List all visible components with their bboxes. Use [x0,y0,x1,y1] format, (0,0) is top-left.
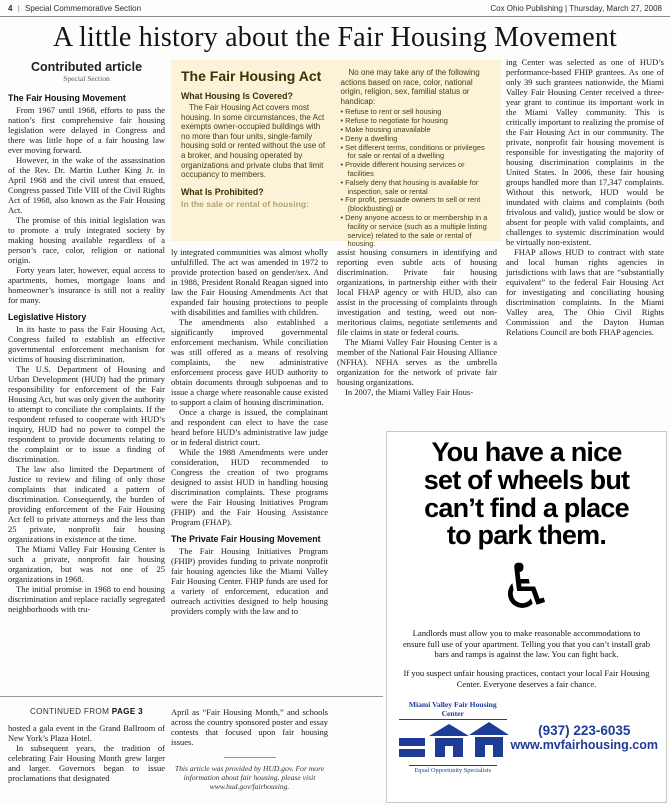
continued-from-label: CONTINUED FROM PAGE 3 [29,707,144,716]
fact-box-heading: What Is Prohibited? [181,186,264,197]
paragraph: The Miami Valley Fair Housing Center is a member of the National Fair Housing Alliance (NFHA). NFHA serves as the umbrella organization for the network of private fair housing organizations. [337,337,497,387]
article-column-4 [506,57,664,337]
page-title: A little history about the Fair Housing Movement [52,22,618,53]
article-column-1 [8,62,165,614]
bullet-item: • For profit, persuade owners to sell or rent (blockbusting) or [341,196,491,214]
ad-footer [395,700,658,774]
article-footnote: This article was provided by HUD.gov. For more information about fair housing, please visit www.hud.gov/fairhousing. [174,764,325,792]
fact-box-right-column [341,68,491,249]
paragraph: However, in the wake of the assassination of the Rev. Dr. Martin Luther King Jr. in April 1968 and the civil unrest that ensued, Congress passed Title VIII of the Civil Rights Act of 1968, also known as the Fair Housing Act. [8,155,165,215]
paragraph: In subsequent years, the tradition of celebrating Fair Housing Month grew larger and larger. Governors began to issue proclamations that designated [8,743,165,783]
logo-subtitle: Equal Opportunity Specialists [409,765,497,774]
continued-page-ref: PAGE 3 [111,707,144,716]
bullet-item: • Deny a dwelling [341,135,491,144]
paragraph: The initial promise in 1968 to end housing discrimination and replace racially segregated neighborhoods with tru- [8,584,165,614]
paragraph: The Fair Housing Initiatives Program (FHIP) provides funding to private nonprofit fair housing agencies like the Miami Valley Fair Housing Center. FHIP funds are used for a variety of enforcement, education and outreach activities designed to help housing providers comply with the law and to [171,546,328,616]
fact-box [171,60,501,249]
paragraph: The Miami Valley Fair Housing Center is such a private, nonprofit fair housing organization, but was not one of 25 organizations in 1968. [8,544,165,584]
bullet-item: • Set different terms, conditions or privileges for sale or rental of a dwelling [341,144,491,162]
article-column-3 [337,247,497,397]
ad-headline: You have a nice set of wheels but can’t find a place to park them. [423,437,630,551]
continued-column-2 [171,707,328,792]
footnote-divider [224,757,276,758]
houses-logo-icon [397,720,509,760]
paragraph: While the 1988 Amendments were under consideration, HUD recommended to Congress the creation of two programs designed to assist HUD in handling housing discrimination complaints. These programs were the Fair Housing Initiatives Program (FHIP) and the Fair Housing Assistance Program (FHAP). [171,447,328,527]
paragraph: In 2007, the Miami Valley Fair Hous- [345,387,474,397]
mvfhc-logo [395,700,511,774]
paragraph: assist housing consumers in identifying and reporting even subtle acts of housing discrimination. Private fair housing organizations, in partnership either with their local FHAP agency or with HUD, also can assist in the processing of complaints through investigation and testing, weed out non-meritorious claims, negotiate settlements and file claims in state or federal courts. [337,247,497,337]
wheelchair-icon: ♿ [498,550,555,624]
fact-box-intro: No one may take any of the following actions based on race, color, national origin, religion, sex, familial status or handicap: [340,68,480,106]
website-url: www.mvfairhousing.com [510,737,658,752]
logo-title: Miami Valley Fair Housing Center [399,700,507,720]
byline: Contributed article [30,60,143,74]
fact-box-bullet-list [341,108,491,249]
paragraph: April as “Fair Housing Month,” and schools across the country sponsored poster and essay contests that focused upon fair housing issues. [171,707,328,747]
paragraph: In its haste to pass the Fair Housing Act, Congress failed to establish an effective governmental enforcement mechanism for victims of housing discrimination. [8,324,165,364]
masthead-right: Cox Ohio Publishing | Thursday, March 27, 2008 [490,4,662,13]
bullet-item: • Make housing unavailable [341,126,491,135]
ad-body-text: If you suspect unfair housing practices, contact your local Fair Housing Center. Everyone deserves a fair chance. [403,668,650,689]
fact-box-text: The Fair Housing Act covers most housing. In some circumstances, the Act exempts owner-occupied buildings with no more than four units, single-family housing sold or rented without the use of a broker, and housing operated by organizations and private clubs that limit occupancy to members. [181,103,326,180]
paragraph: hosted a gala event in the Grand Ballroom of New York’s Plaza Hotel. [8,723,165,743]
ad-contact [511,723,658,752]
paragraph: The promise of this initial legislation was to promote a truly integrated society by making housing available regardless of a person’s race, color, religion or national origin. [8,215,165,265]
continued-column-1 [8,723,165,783]
paragraph: Once a charge is issued, the complainant and respondent can elect to have the case heard before HUD’s administrative law judge or in federal district court. [171,407,328,447]
fact-box-heading: What Housing Is Covered? [181,91,293,101]
page-number: 4 [8,4,13,13]
masthead-left [8,4,141,16]
bullet-item: • Refuse to rent or sell housing [341,108,491,117]
paragraph: The law also limited the Department of Justice to review and filing of only those complaints that indicated a pattern of discrimination. Consequently, the burden of providing enforcement of the Fair Housing Act fell to private attorneys and the less than 25 private, nonprofit fair housing organizations in existence at the time. [8,464,165,544]
masthead-separator: | [17,4,20,13]
bullet-item: • Provide different housing services or facilities [341,161,491,179]
phone-number: (937) 223-6035 [538,722,631,738]
section-heading: Legislative History [8,312,87,322]
section-heading: The Private Fair Housing Movement [171,534,321,544]
bullet-item: • Deny anyone access to or membership in a facility or service (such as a multiple listing service) related to the sale or rental of housing. [341,214,491,249]
ad-body-text: Landlords must allow you to make reasonable accommodations to ensure full use of your apartment. Telling you that you can’t install grab bars and ramps is against the law. You can fight back. [402,628,651,659]
fair-housing-advertisement [386,431,667,803]
paragraph: ly integrated communities was almost wholly unfulfilled. The act was amended in 1972 to provide protection based on gender/sex. And in 1988, President Ronald Reagan signed into law the Fair Housing Amendments Act that expanded fair housing protections to people with disabilities and families with children. [171,247,328,317]
bullet-item: • Falsely deny that housing is available for inspection, sale or rental [341,179,491,197]
section-divider [0,696,383,697]
section-name: Special Commemorative Section [25,4,142,13]
paragraph: The U.S. Department of Housing and Urban Development (HUD) had the primary responsibility for enforcement of the Fair Housing Act, but was only given the authority to attempt to conciliate the complaints. If the respondent refused to cooperate with HUD’s inquiry, HUD had no power to compel the respondent to provide documents relating to the complaint or to issue a finding of discrimination. [8,364,165,464]
byline-subtitle: Special Section [63,74,110,83]
article-column-2 [171,247,328,616]
section-heading: The Fair Housing Movement [8,93,126,103]
bullet-item: • Refuse to negotiate for housing [341,117,491,126]
paragraph: FHAP allows HUD to contract with state and local human rights agencies in jurisdictions with laws that are “substantially equivalent” to the federal Fair Housing Act for investigating and conciliating housing discrimination complaints. In the Miami Valley area, The Ohio Civil Rights Commission and the Dayton Human Relations Council are both FHAP agencies. [506,247,664,337]
fact-box-title: The Fair Housing Act [181,68,322,84]
masthead [0,0,670,17]
fact-box-left-column [181,68,330,249]
paragraph: The amendments also established a significantly improved governmental enforcement mechanism. While conciliation was still offered as a means of resolving complaints, the new administrative enforcement process gave HUD authority to obtain documents through subpoenas and to issue a charge where reasonable cause existed to support a claim of housing discrimination. [171,317,328,407]
paragraph: From 1967 until 1968, efforts to pass the nation’s first comprehensive fair housing legislation were delayed in Congress and there was little hope of a fair housing law ever moving forward. [8,105,165,155]
paragraph: Forty years later, however, equal access to apartments, homes, mortgage loans and homeowner’s insurance is still not a reality for many. [8,265,165,305]
paragraph: ing Center was selected as one of HUD’s performance-based FHIP grantees. As one of only 39 such grantees nationwide, the Miami Valley Fair Housing Center received a three-year grant to continue its important work in the Miami Valley community. This is critically important to realizing the promise of the Fair Housing Act in our community. The private, nonprofit fair housing movement is responsible for investigating the majority of housing discrimination complaints in the United States. In 2006, these fair housing groups handled more than 17,347 complaints. Without this network, HUD would be inundated with claims and complaints (both frivolous and valid), justice would be slow or absent for people with valid complaints, and challenges to systemic discrimination would be virtually non-existent. [506,57,664,247]
fact-box-subheading: In the sale or rental of housing: [181,198,309,209]
